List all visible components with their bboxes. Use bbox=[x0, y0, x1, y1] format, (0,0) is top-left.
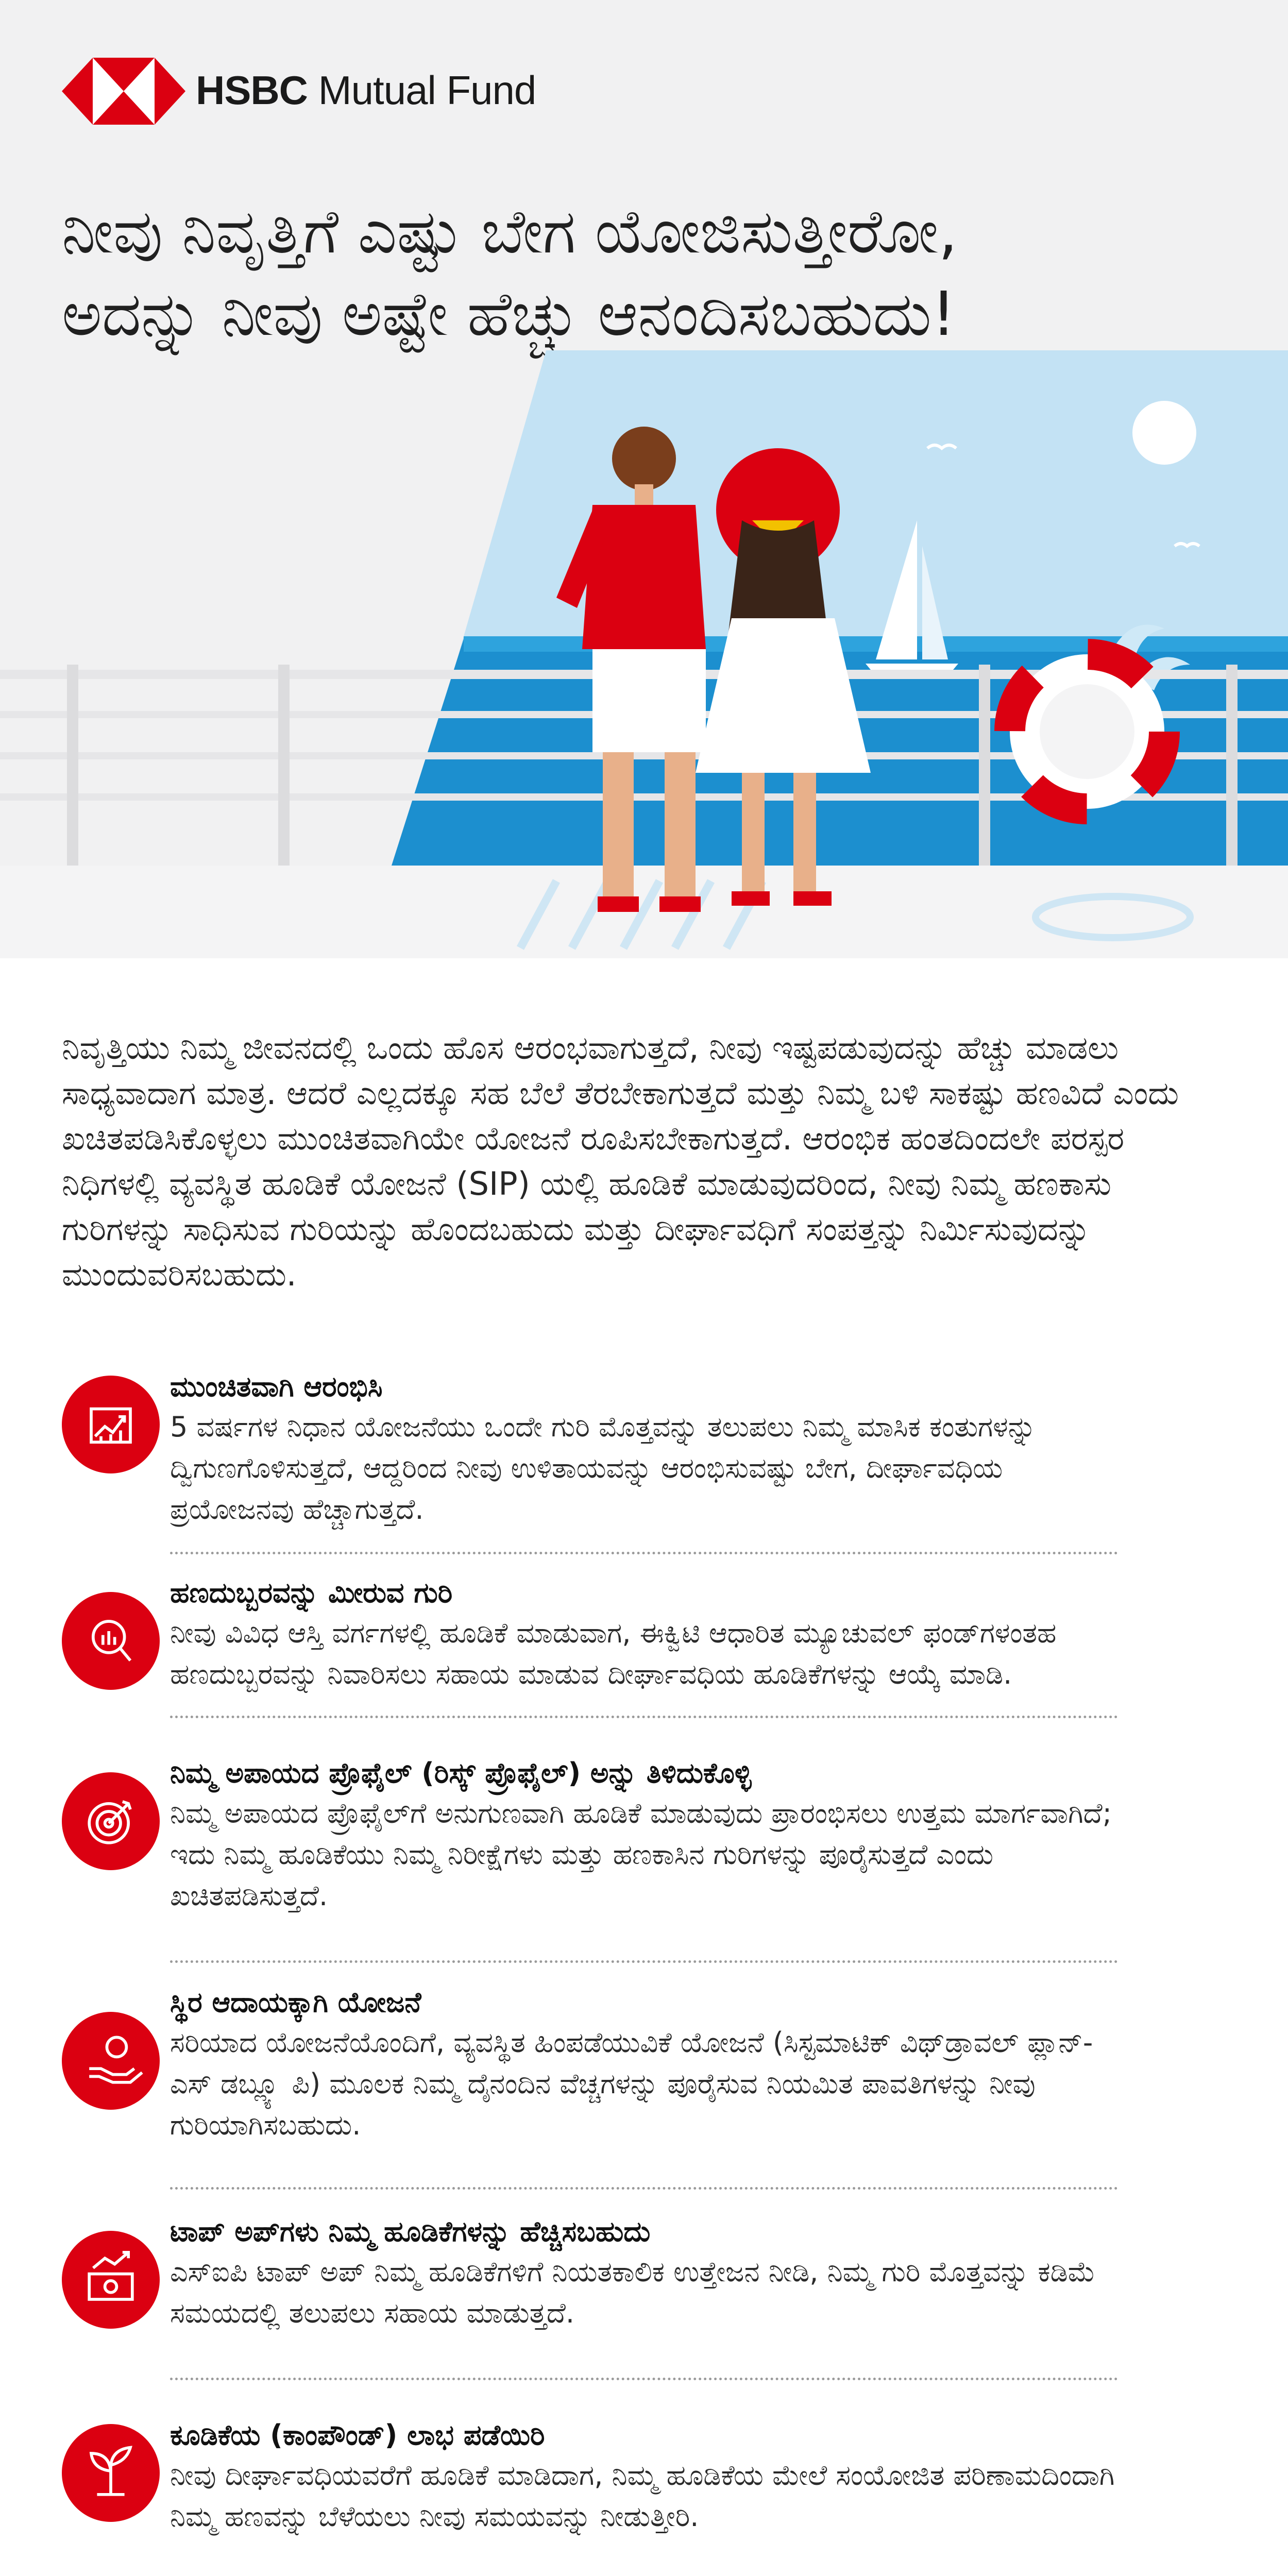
feature-title-top-up: ಟಾಪ್ ಅಪ್‌ಗಳು ನಿಮ್ಮ ಹೂಡಿಕೆಗಳನ್ನು ಹೆಚ್ಚಿಸಬಹುದು bbox=[170, 2215, 651, 2248]
divider bbox=[170, 2187, 1118, 2190]
feature-body-risk-profile: ನಿಮ್ಮ ಅಪಾಯದ ಪ್ರೊಫೈಲ್‌ಗೆ ಅನುಗುಣವಾಗಿ ಹೂಡಿಕೆ ಮಾಡುವುದು ಪ್ರಾರಂಭಿಸಲು ಉತ್ತಮ ಮಾರ್ಗವಾಗಿದೆ; ಇದು ನಿಮ್ಮ ಹೂಡಿಕೆಯು ನಿಮ್ಮ ನಿರೀಕ್ಷೆಗಳು ಮತ್ತು ಹಣಕಾಸಿನ ಗುರಿಗಳನ್ನು ಪೂರೈಸುತ್ತದೆ ಎಂದು ಖಚಿತಪಡಿಸುತ್ತದೆ. bbox=[170, 1797, 1112, 1912]
money-growth-icon bbox=[62, 2231, 160, 2329]
hsbc-hexagon-logo bbox=[62, 58, 185, 125]
headline-line-1: ನೀವು ನಿವೃತ್ತಿಗೆ ಎಷ್ಟು ಬೇಗ ಯೋಜಿಸುತ್ತೀರೋ, bbox=[62, 196, 958, 267]
sun-icon bbox=[1132, 401, 1196, 465]
brand-name-light: Mutual Fund bbox=[308, 67, 536, 113]
feature-title-start-early: ಮುಂಚಿತವಾಗಿ ಆರಂಭಿಸಿ bbox=[170, 1370, 383, 1403]
life-buoy-icon bbox=[1010, 654, 1164, 809]
feature-body-top-up: ಎಸ್‌ಐಪಿ ಟಾಪ್ ಅಪ್ ನಿಮ್ಮ ಹೂಡಿಕೆಗಳಿಗೆ ನಿಯತಕಾಲಿಕ ಉತ್ತೇಜನ ನೀಡಿ, ನಿಮ್ಮ ಗುರಿ ಮೊತ್ತವನ್ನು ಕಡಿಮೆ ಸಮಯದಲ್ಲಿ ತಲುಪಲು ಸಹಾಯ ಮಾಡುತ್ತದೆ. bbox=[170, 2256, 1096, 2329]
hand-coins-icon bbox=[62, 2012, 160, 2110]
intro-paragraph: ನಿವೃತ್ತಿಯು ನಿಮ್ಮ ಜೀವನದಲ್ಲಿ ಒಂದು ಹೊಸ ಆರಂಭವಾಗುತ್ತದೆ, ನೀವು ಇಷ್ಟಪಡುವುದನ್ನು ಹೆಚ್ಚು ಮಾಡಲು ಸಾಧ್ಯವಾದಾಗ ಮಾತ್ರ. ಆದರೆ ಎಲ್ಲದಕ್ಕೂ ಸಹ ಬೆಲೆ ತೆರಬೇಕಾಗುತ್ತದೆ ಮತ್ತು ನಿಮ್ಮ ಬಳಿ ಸಾಕಷ್ಟು ಹಣವಿದೆ ಎಂದು ಖಚಿತಪಡಿಸಿಕೊಳ್ಳಲು ಮುಂಚಿತವಾಗಿಯೇ ಯೋಜನೆ ರೂಪಿಸಬೇಕಾಗುತ್ತದೆ. ಆರಂಭಿಕ ಹಂತದಿಂದಲೇ ಪರಸ್ಪರ ನಿಧಿಗಳಲ್ಲಿ ವ್ಯವಸ್ಥಿತ ಹೂಡಿಕೆ ಯೋಜನೆ (SIP) ಯಲ್ಲಿ ಹೂಡಿಕೆ ಮಾಡುವುದರಿಂದ, ನೀವು ನಿಮ್ಮ ಹಣಕಾಸು ಗುರಿಗಳನ್ನು ಸಾಧಿಸುವ ಗುರಿಯನ್ನು ಹೊಂದಬಹುದು ಮತ್ತು ದೀರ್ಘಾವಧಿಗೆ ಸಂಪತ್ತನ್ನು ನಿರ್ಮಿಸುವುದನ್ನು ಮುಂದುವರಿಸಬಹುದು. bbox=[62, 1029, 1179, 1293]
feature-body-steady-income: ಸರಿಯಾದ ಯೋಜನೆಯೊಂದಿಗೆ, ವ್ಯವಸ್ಥಿತ ಹಿಂಪಡೆಯುವಿಕೆ ಯೋಜನೆ (ಸಿಸ್ಟಮಾಟಿಕ್ ವಿಥ್‌ಡ್ರಾವಲ್ ಪ್ಲಾನ್- ಎಸ್ ಡಬ್ಲ್ಯೂ ಪಿ) ಮೂಲಕ ನಿಮ್ಮ ದೈನಂದಿನ ವೆಚ್ಚಗಳನ್ನು ಪೂರೈಸುವ ನಿಯಮಿತ ಪಾವತಿಗಳನ್ನು ನೀವು ಗುರಿಯಾಗಿಸಬಹುದು. bbox=[170, 2026, 1093, 2141]
feature-title-beat-inflation: ಹಣದುಬ್ಬರವನ್ನು ಮೀರುವ ಗುರಿ bbox=[170, 1577, 453, 1609]
feature-title-risk-profile: ನಿಮ್ಮ ಅಪಾಯದ ಪ್ರೊಫೈಲ್ (ರಿಸ್ಕ್ ಪ್ರೊಫೈಲ್) ಅನ್ನು ತಿಳಿದುಕೊಳ್ಳಿ bbox=[170, 1757, 752, 1789]
feature-title-compounding: ಕೂಡಿಕೆಯ (ಕಾಂಪೌಂಡ್) ಲಾಭ ಪಡೆಯಿರಿ bbox=[170, 2419, 545, 2451]
divider bbox=[170, 1716, 1118, 1718]
feature-body-beat-inflation: ನೀವು ವಿವಿಧ ಆಸ್ತಿ ವರ್ಗಗಳಲ್ಲಿ ಹೂಡಿಕೆ ಮಾಡುವಾಗ, ಈಕ್ವಿಟಿ ಆಧಾರಿತ ಮ್ಯೂಚುವಲ್ ಫಂಡ್‌ಗಳಂತಹ ಹಣದುಬ್ಬರವನ್ನು ನಿವಾರಿಸಲು ಸಹಾಯ ಮಾಡುವ ದೀರ್ಘಾವಧಿಯ ಹೂಡಿಕೆಗಳನ್ನು ಆಯ್ಕೆ ಮಾಡಿ. bbox=[170, 1617, 1057, 1690]
divider bbox=[170, 2378, 1118, 2380]
feature-body-start-early: 5 ವರ್ಷಗಳ ನಿಧಾನ ಯೋಜನೆಯು ಒಂದೇ ಗುರಿ ಮೊತ್ತವನ್ನು ತಲುಪಲು ನಿಮ್ಮ ಮಾಸಿಕ ಕಂತುಗಳನ್ನು ದ್ವಿಗುಣಗೊಳಿಸುತ್ತದೆ, ಆದ್ದರಿಂದ ನೀವು ಉಳಿತಾಯವನ್ನು ಆರಂಭಿಸುವಷ್ಟು ಬೇಗ, ದೀರ್ಘಾವಧಿಯ ಪ್ರಯೋಜನವು ಹೆಚ್ಚಾಗುತ್ತದೆ. bbox=[170, 1411, 1037, 1526]
brand-name bbox=[196, 67, 536, 114]
headline-line-2: ಅದನ್ನು ನೀವು ಅಷ್ಟೇ ಹೆಚ್ಚು ಆನಂದಿಸಬಹುದು! bbox=[62, 278, 956, 349]
retirement-cruise-illustration bbox=[0, 350, 1288, 958]
divider bbox=[170, 1552, 1118, 1554]
feature-body-compounding: ನೀವು ದೀರ್ಘಾವಧಿಯವರೆಗೆ ಹೂಡಿಕೆ ಮಾಡಿದಾಗ, ನಿಮ್ಮ ಹೂಡಿಕೆಯ ಮೇಲೆ ಸಂಯೋಜಿತ ಪರಿಣಾಮದಿಂದಾಗಿ ನಿಮ್ಮ ಹಣವನ್ನು ಬೆಳೆಯಲು ನೀವು ಸಮಯವನ್ನು ನೀಡುತ್ತೀರಿ. bbox=[170, 2459, 1115, 2533]
divider bbox=[170, 1960, 1118, 1963]
inflation-icon bbox=[62, 1592, 160, 1690]
target-icon bbox=[62, 1772, 160, 1870]
feature-title-steady-income: ಸ್ಥಿರ ಆದಾಯಕ್ಕಾಗಿ ಯೋಜನೆ bbox=[170, 1986, 421, 2019]
plant-sprout-icon bbox=[62, 2424, 160, 2522]
brand-name-bold: HSBC bbox=[196, 67, 308, 113]
growth-chart-icon bbox=[62, 1376, 160, 1473]
